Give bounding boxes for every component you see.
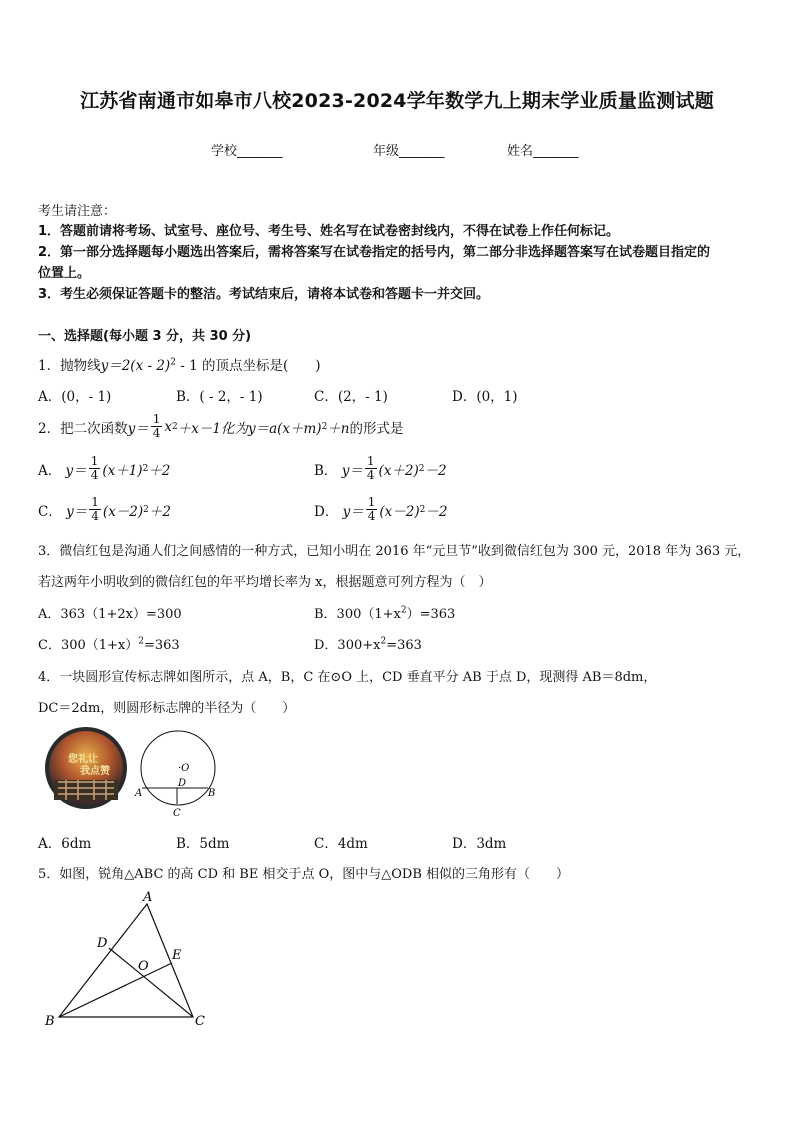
q2-a-y: y＝: [65, 462, 87, 479]
q2-d-body: (x－2): [379, 503, 420, 520]
q3-option-a: A．363（1+2x）=300: [38, 607, 182, 622]
q1-option-c: C．(2，- 1): [314, 389, 388, 405]
q5-triangle-diagram: [38, 886, 218, 1034]
q2-d-tail: －2: [425, 503, 448, 520]
q2-x: x: [164, 418, 172, 435]
q2-frac-den: 4: [152, 426, 161, 440]
q2-b-letter: B．: [314, 462, 338, 479]
q5-line-1: 5．如图，锐角△ABC 的高 CD 和 BE 相交于点 O，图中与△ODB 相似的三角形有（ ）: [38, 867, 570, 882]
q2-b-frac: [365, 455, 377, 482]
name-field: 姓名_______: [507, 144, 579, 159]
sign-text-1: 您礼让: [68, 754, 98, 765]
q2-c-tail: ＋2: [148, 503, 171, 520]
q3-option-b: [314, 603, 455, 622]
q3-option-d: [314, 634, 422, 653]
label-e: E: [172, 948, 182, 963]
q3-b-exp: 2: [400, 605, 407, 616]
q2-stem-post: 的形式是: [349, 420, 404, 437]
q3-d-pre: D．300+x: [314, 638, 381, 653]
q2-d-num: 1: [367, 495, 376, 509]
q1-option-a: A．(0，- 1): [38, 389, 112, 405]
question-1: [38, 354, 321, 374]
notice-heading: 考生请注意：: [38, 204, 117, 219]
notice-item-2: 2．第一部分选择题每小题选出答案后，需将答案写在试卷指定的括号内，第二部分非选择题答案写在试卷题目指定的: [38, 245, 711, 260]
q2-a-body: (x＋1): [102, 462, 143, 479]
label-a: A: [135, 788, 143, 799]
label-b: B: [45, 1014, 55, 1029]
q3-option-c: [38, 634, 180, 653]
label-a: A: [143, 890, 153, 905]
sign-fence: [54, 780, 118, 800]
q2-option-b: [314, 455, 447, 482]
q2-b-num: 1: [366, 454, 375, 468]
question-2: [38, 413, 404, 440]
page-title: 江苏省南通市如皋市八校2023-2024学年数学九上期末学业质量监测试题: [80, 90, 714, 112]
q1-option-d: D．(0，1): [452, 389, 518, 405]
sign-text-2: 我点赞: [80, 766, 110, 777]
q2-a-frac: [89, 455, 101, 482]
q2-c-exp: 2: [143, 504, 149, 515]
q2-target-tail: ＋n: [327, 420, 350, 437]
q2-c-body: (x－2): [102, 503, 144, 520]
q2-b-body: (x＋2): [378, 462, 419, 479]
q2-d-letter: D．: [314, 503, 339, 520]
label-c: C: [173, 808, 181, 819]
q1-formula: y＝2(x - 2): [100, 358, 171, 374]
q2-c-den: 4: [91, 509, 99, 523]
q4-option-d: D．3dm: [452, 836, 507, 852]
q1-exponent: 2: [170, 357, 176, 368]
altitude-be: [59, 963, 172, 1017]
q2-d-exp: 2: [419, 504, 426, 515]
label-d: D: [97, 936, 108, 951]
q2-target-exp: 2: [321, 421, 328, 432]
q2-stem-mid: ＋x－1化为: [177, 420, 248, 437]
q2-a-exp: 2: [142, 463, 149, 474]
q2-c-frac: [89, 496, 101, 523]
section-heading: 一、选择题(每小题 3 分，共 30 分): [38, 329, 252, 344]
q1-stem-post: - 1 的顶点坐标是( ): [175, 358, 321, 374]
q2-b-den: 4: [366, 468, 375, 482]
q2-c-letter: C．: [38, 503, 62, 520]
q3-c-exp: 2: [138, 636, 144, 647]
q2-b-tail: －2: [424, 462, 447, 479]
school-field: 学校_______: [211, 144, 283, 159]
q2-stem-pre: 2．把二次函数: [38, 420, 128, 437]
q2-a-num: 1: [90, 454, 99, 468]
q2-c-num: 1: [91, 495, 99, 509]
q4-line-2: DC＝2dm，则圆形标志牌的半径为（ ）: [38, 701, 296, 716]
notice-item-3: 3．考生必须保证答题卡的整洁。考试结束后，请将本试卷和答题卡一并交回。: [38, 287, 490, 302]
q2-b-y: y＝: [341, 462, 363, 479]
label-o: ·O: [178, 763, 190, 774]
q1-stem-pre: 1．抛物线: [38, 358, 101, 374]
q4-line-1: 4．一块圆形宣传标志牌如图所示，点 A，B，C 在⊙O 上，CD 垂直平分 AB 于点 D，现测得 AB＝8dm，: [38, 670, 657, 685]
q3-b-pre: B．300（1+x: [314, 607, 401, 622]
q2-a-den: 4: [90, 468, 99, 482]
q2-option-c: [38, 496, 171, 523]
grade-field: 年级_______: [373, 144, 445, 159]
q4-option-c: C．4dm: [314, 836, 368, 852]
q2-d-frac: [366, 496, 378, 523]
label-o: O: [138, 959, 149, 974]
q2-option-d: [314, 496, 447, 523]
q2-y-eq: y＝: [127, 420, 149, 437]
q2-fraction: [151, 413, 163, 440]
label-b: B: [208, 788, 216, 799]
q2-frac-num: 1: [152, 412, 161, 426]
q2-b-exp: 2: [418, 463, 425, 474]
notice-item-1: 1．答题前请将考场、试室号、座位号、考生号、姓名写在试卷密封线内，不得在试卷上作任何标记。: [38, 224, 620, 239]
q2-c-y: y＝: [66, 503, 88, 520]
q2-a-tail: ＋2: [148, 462, 171, 479]
q2-a-letter: A．: [38, 462, 62, 479]
q4-option-a: A．6dm: [38, 836, 92, 852]
q3-c-post: =363: [144, 638, 180, 653]
q1-option-b: B．( - 2，- 1): [176, 389, 263, 405]
q4-circle-diagram: [130, 724, 230, 824]
q4-sign-image: [44, 726, 128, 810]
q2-target: y＝a(x＋m): [247, 420, 322, 437]
q2-d-den: 4: [367, 509, 376, 523]
q2-option-a: [38, 455, 170, 482]
q3-c-pre: C．300（1+x）: [38, 638, 139, 653]
q3-d-post: =363: [386, 638, 422, 653]
q3-line-1: 3．微信红包是沟通人们之间感情的一种方式，已知小明在 2016 年“元旦节”收到微信红包为 300 元，2018 年为 363 元，: [38, 544, 751, 559]
q2-d-y: y＝: [342, 503, 364, 520]
label-c: C: [195, 1014, 205, 1029]
notice-item-2-cont: 位置上。: [38, 266, 91, 281]
q3-b-post: ）=363: [406, 607, 456, 622]
q3-d-exp: 2: [380, 636, 387, 647]
label-d: D: [178, 778, 187, 789]
q2-exp: 2: [172, 421, 178, 432]
q4-option-b: B．5dm: [176, 836, 230, 852]
q3-line-2: 若这两年小明收到的微信红包的年平均增长率为 x，根据题意可列方程为（ ）: [38, 575, 492, 590]
